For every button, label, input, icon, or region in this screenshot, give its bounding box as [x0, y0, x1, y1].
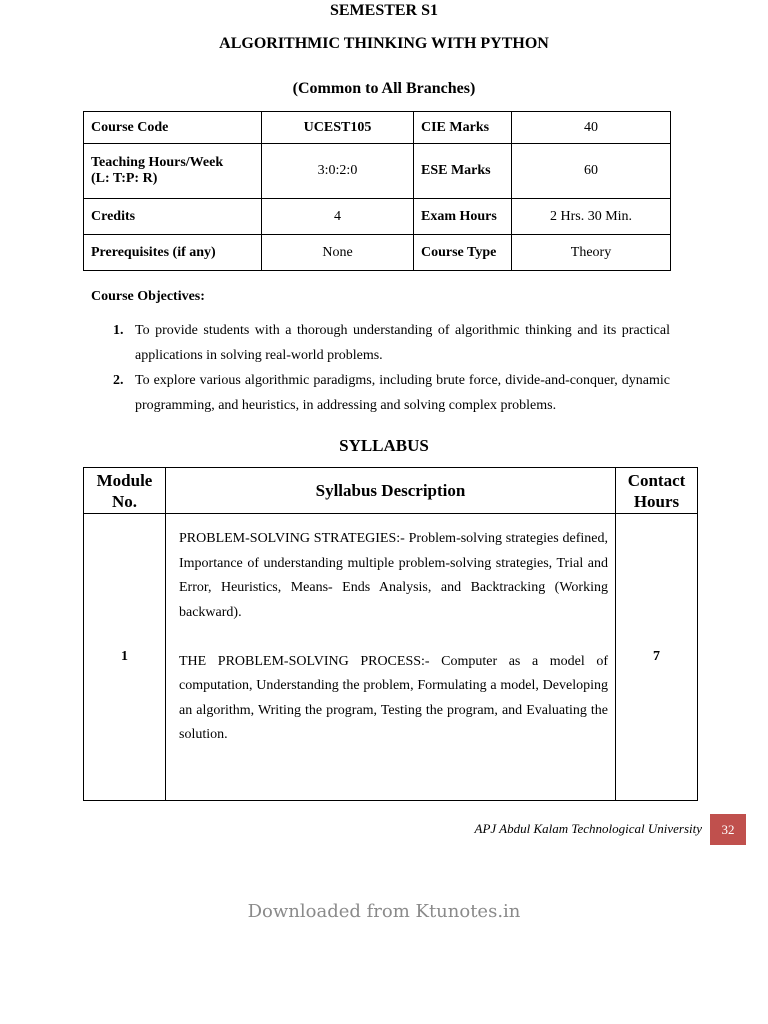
- course-type-label: Course Type: [414, 235, 512, 271]
- course-type-value: Theory: [512, 235, 671, 271]
- cie-marks-label: CIE Marks: [414, 112, 512, 144]
- list-item-number: 1.: [113, 323, 124, 338]
- course-code-value: UCEST105: [262, 112, 414, 144]
- cie-marks-value: 40: [512, 112, 671, 144]
- syllabus-description-cell: [166, 514, 616, 801]
- contact-hours-cell: 7: [616, 514, 698, 801]
- credits-value: 4: [262, 199, 414, 235]
- prerequisites-value: None: [262, 235, 414, 271]
- list-item: [113, 318, 670, 368]
- common-note: (Common to All Branches): [292, 80, 476, 97]
- table-row: [84, 199, 671, 235]
- syllabus-description-header: Syllabus Description: [166, 468, 616, 514]
- teaching-hours-label-line2: (L: T:P: R): [91, 171, 158, 186]
- module-header-line2: No.: [111, 491, 138, 511]
- exam-hours-value: 2 Hrs. 30 Min.: [512, 199, 671, 235]
- table-row: [84, 144, 671, 199]
- teaching-hours-label-line1: Teaching Hours/Week: [91, 155, 224, 170]
- contact-hours-header: [616, 468, 698, 514]
- credits-label: Credits: [84, 199, 262, 235]
- teaching-hours-label: [84, 144, 262, 199]
- ese-marks-value: 60: [512, 144, 671, 199]
- hours-header-line1: Contact: [627, 470, 686, 490]
- table-row: [84, 514, 698, 801]
- table-header-row: [84, 468, 698, 514]
- objectives-list: [113, 318, 670, 418]
- list-item: [113, 368, 670, 418]
- syllabus-heading: SYLLABUS: [339, 436, 429, 455]
- table-row: [84, 112, 671, 144]
- list-item-text: To provide students with a thorough understanding of algorithmic thinking and its practical applications in solving real-world problems.: [135, 323, 670, 363]
- course-code-label: Course Code: [84, 112, 262, 144]
- semester-heading: SEMESTER S1: [329, 2, 439, 19]
- prerequisites-label: Prerequisites (if any): [84, 235, 262, 271]
- hours-header-line2: Hours: [633, 491, 680, 511]
- course-objectives-heading: Course Objectives:: [91, 289, 205, 304]
- teaching-hours-value: 3:0:2:0: [262, 144, 414, 199]
- download-watermark: Downloaded from Ktunotes.in: [247, 901, 521, 922]
- university-footer: APJ Abdul Kalam Technological University: [474, 821, 702, 836]
- module-number-cell: 1: [84, 514, 166, 801]
- list-item-number: 2.: [113, 373, 124, 388]
- description-paragraph-1: PROBLEM-SOLVING STRATEGIES:- Problem-solving strategies defined, Importance of understanding multiple problem-solving strategies, Trial and Error, Heuristics, Means- Ends Analysis, and Backtracking (Working backward).: [179, 531, 608, 620]
- list-item-text: To explore various algorithmic paradigms, including brute force, divide-and-conquer, dynamic programming, and heuristics, in addressing and solving complex problems.: [135, 373, 670, 413]
- description-paragraph-2: THE PROBLEM-SOLVING PROCESS:- Computer as a model of computation, Understanding the problem, Formulating a model, Developing an algorithm, Writing the program, Testing the program, and Evaluating the solution.: [179, 653, 608, 742]
- module-no-header: [84, 468, 166, 514]
- ese-marks-label: ESE Marks: [414, 144, 512, 199]
- module-header-line1: Module: [96, 470, 153, 490]
- syllabus-table: [83, 467, 698, 801]
- table-row: [84, 235, 671, 271]
- course-info-table: [83, 111, 671, 271]
- page-number-badge: 32: [710, 814, 746, 845]
- exam-hours-label: Exam Hours: [414, 199, 512, 235]
- course-title: ALGORITHMIC THINKING WITH PYTHON: [219, 35, 549, 52]
